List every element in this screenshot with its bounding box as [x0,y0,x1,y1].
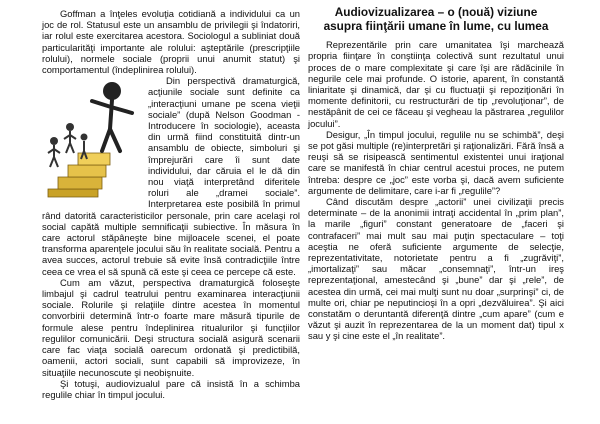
right-paragraph-1: Reprezentările prin care umanitatea îşi marchează propria fiinţare în conştiinţa colectivă sunt rezultatul unui proces de o mare complexitate şi care îşi are rădăcinile în negurile cele mai profunde. O istorie, aparent, în constantă liniaritate şi dinamică, dar şi cu fluctuaţii şi repoziţionări în momente definitorii, cu restructurări de tip „revoluţionar”, de nestăpânit de cei ce făceau şi vegheau la păstrarea „regulilor jocului”. [308,39,564,129]
left-paragraph-3: Cum am văzut, perspectiva dramaturgică foloseşte limbajul şi cadrul teatrului pentru examinarea interacţiunii sociale. Rolurile şi relaţiile dintre acestea în momentul convorbirii determină într-o foarte mare măsură tipurile de formule alese pentru îndeplinirea ritualurilor şi funcţiilor regulilor comunicării. Deşi structura socială asigură scenarii care fac viaţa socială oarecum ordonată şi predictibilă, oamenii, actori sociali, sunt capabili să improvizeze, în situaţiile necunoscute şi neobişnuite. [42,276,300,378]
right-paragraph-3: Când discutăm despre „actorii” unei civilizaţii precis determinate – de la anonimii intraţi accidental în „prim plan”, la marile „figuri” constant generatoare de „faceri şi contrafaceri” mai mult sau mai puţin spectaculare – toţi aceştia ne oferă suficiente argumente de selecţie, reprezentativitate, notorietate pentru a fi „zugrăviţi”, „imortalizaţi” sau măcar „consemnaţi”, într-un ireş reprezentaţional, amestecând şi „bune” dar şi „rele”, de acestea din urmă, cei mai mulţi sunt nu doar „surprinşi” ci, de multe ori, chiar pe neputincioşi în a opri „dezvăluirea”. Şi aici constatăm o deruntantă diferenţă dintre „cum apare” (cum e văzut şi auzit în reprezentarea de la un moment dat) tipul x sau y şi cine este el „în realitate”. [308,196,564,342]
left-paragraph-1: Goffman a înţeles evoluţia cotidiană a individului ca un joc de rol. Statusul este un ansamblu de privilegii şi îndatoriri, iar rolul este exercitarea acestora. Sociologul a subliniat două particularităţi importante ale rolului: aşteptările (prescripţiile rolului), normele sociale (proprii unui anumit statut) şi comportamentul (îndeplinirea rolului). [42,8,300,76]
left-paragraph-2: Din perspectivă dramaturgică, acţiunile sociale sunt definite ca „interacţiuni umane pe scena vieţii sociale” (după Nelson Goodman - Introducere în sociologie), aceasta din urmă fiind constituită dintr-un ansamblu de obiecte, simboluri şi împrejurări care îi sunt date individului, dar căruia el le dă din nou viaţă interpretând diferitele roluri ale „dramei sociale”. Interpretarea este posibilă în primul rând datorită caracteristicilor personale, prin care acelaşi rol social capătă multiple semnificaţii subiective. În măsura în care actorul stăpâneşte bine mijloacele scenei, el poate transforma aparenţele jocului său în realitate socială. Pentru a avea succes, actorul trebuie să evite însă contradicţiile între ceea ce vrea el să spună că este şi ceea ce percepe că este. [42,75,300,277]
figures-drawing [40,77,142,203]
right-column [308,6,564,342]
stick-figures-illustration [40,77,142,203]
right-paragraph-2: Desigur, „În timpul jocului, regulile nu se schimbă”, deşi se pot găsi multiple (re)interpretări şi raţionalizări. Fără însă a reuşi să se risipească sentimentul existentei unui iraţional care se manifestă în chiar centrul acestui proces, ne putem întreba: despre ce „joc” este vorba şi, dacă avem suficiente argumente de delimitare, care i-ar fi „regulile”? [308,128,564,196]
title-line-1: Audiovizualizarea – o (nouă) viziune [334,5,538,19]
title-line-2: asupra fiinţării umane în lume, cu lumea [323,18,549,33]
left-column [42,8,300,400]
left-paragraph-4: Şi totuşi, audiovizualul pare că insistă în a schimba regulile chiar în timpul jocului. [42,377,300,400]
article-title [308,6,564,33]
